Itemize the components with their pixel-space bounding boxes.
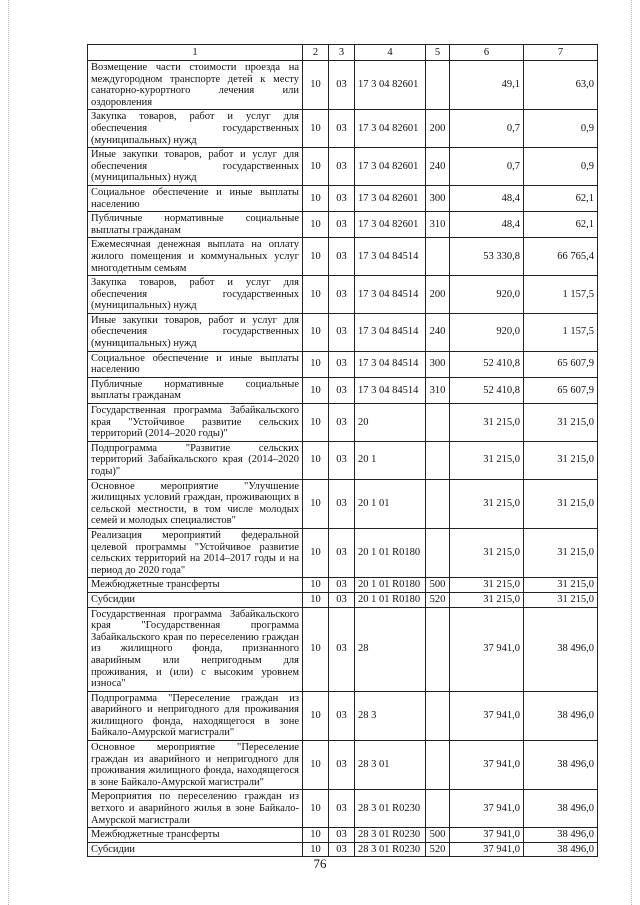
row-name-cell: Ежемесячная денежная выплата на оплату жилого помещения и коммунальных услуг многодетным семьям: [88, 238, 303, 276]
section-code-cell: 10: [303, 691, 329, 740]
subsection-code-cell: 03: [329, 148, 355, 186]
row-name-cell: Публичные нормативные социальные выплаты гражданам: [88, 212, 303, 238]
row-name-cell: Реализация мероприятий федеральной целевой программы "Устойчивое развитие сельских территорий на 2014–2017 годы и на период до 2020 года": [88, 528, 303, 577]
table-row: [88, 377, 598, 403]
subsection-code-cell: 03: [329, 592, 355, 607]
target-article-cell: 20 1 01: [355, 479, 426, 528]
section-code-cell: 10: [303, 790, 329, 828]
row-name-cell: Иные закупки товаров, работ и услуг для обеспечения государственных (муниципальных) нужд: [88, 313, 303, 351]
target-article-cell: 20 1: [355, 441, 426, 479]
amount-year2-cell: 38 496,0: [524, 691, 598, 740]
table-row: [88, 441, 598, 479]
header-cell: 1: [88, 45, 303, 61]
section-code-cell: 10: [303, 276, 329, 314]
expense-type-cell: 500: [426, 578, 450, 593]
amount-year2-cell: 38 496,0: [524, 790, 598, 828]
header-cell: 6: [450, 45, 524, 61]
amount-year2-cell: 1 157,5: [524, 276, 598, 314]
amount-year2-cell: 38 496,0: [524, 741, 598, 790]
row-name-cell: Закупка товаров, работ и услуг для обеспечения государственных (муниципальных) нужд: [88, 276, 303, 314]
subsection-code-cell: 03: [329, 110, 355, 148]
row-name-cell: Социальное обеспечение и иные выплаты населению: [88, 185, 303, 211]
target-article-cell: 20 1 01 R0180: [355, 578, 426, 593]
row-name-cell: Возмещение части стоимости проезда на междугородном транспорте детей к месту санаторно-курортного лечения или оздоровления: [88, 61, 303, 110]
amount-year2-cell: 63,0: [524, 61, 598, 110]
amount-year1-cell: 48,4: [450, 212, 524, 238]
table-row: [88, 592, 598, 607]
amount-year1-cell: 37 941,0: [450, 607, 524, 691]
subsection-code-cell: 03: [329, 790, 355, 828]
amount-year2-cell: 38 496,0: [524, 842, 598, 857]
table-row: [88, 61, 598, 110]
amount-year1-cell: 37 941,0: [450, 842, 524, 857]
amount-year1-cell: 0,7: [450, 110, 524, 148]
expense-type-cell: 240: [426, 148, 450, 186]
amount-year2-cell: 1 157,5: [524, 313, 598, 351]
target-article-cell: 28 3 01: [355, 741, 426, 790]
row-name-cell: Государственная программа Забайкальского края "Устойчивое развитие сельских территорий (2014–2020 годы)": [88, 404, 303, 442]
header-cell: 5: [426, 45, 450, 61]
table-row: [88, 238, 598, 276]
amount-year1-cell: 920,0: [450, 313, 524, 351]
table-row: [88, 212, 598, 238]
section-code-cell: 10: [303, 61, 329, 110]
table-row: [88, 404, 598, 442]
table-row: [88, 790, 598, 828]
amount-year1-cell: 31 215,0: [450, 592, 524, 607]
expense-type-cell: [426, 238, 450, 276]
amount-year1-cell: 37 941,0: [450, 828, 524, 843]
section-code-cell: 10: [303, 528, 329, 577]
amount-year2-cell: 31 215,0: [524, 578, 598, 593]
subsection-code-cell: 03: [329, 404, 355, 442]
row-name-cell: Межбюджетные трансферты: [88, 578, 303, 593]
subsection-code-cell: 03: [329, 238, 355, 276]
row-name-cell: Основное мероприятие "Переселение граждан из аварийного и непригодного для проживания жилищного фонда, находящегося в зоне Байкало-Амурской магистрали": [88, 741, 303, 790]
target-article-cell: 17 3 04 82601: [355, 185, 426, 211]
amount-year1-cell: 31 215,0: [450, 479, 524, 528]
table-row: [88, 313, 598, 351]
amount-year2-cell: 38 496,0: [524, 607, 598, 691]
subsection-code-cell: 03: [329, 276, 355, 314]
section-code-cell: 10: [303, 828, 329, 843]
amount-year2-cell: 62,1: [524, 212, 598, 238]
section-code-cell: 10: [303, 441, 329, 479]
section-code-cell: 10: [303, 110, 329, 148]
expense-type-cell: 300: [426, 351, 450, 377]
amount-year1-cell: 52 410,8: [450, 377, 524, 403]
row-name-cell: Подпрограмма "Развитие сельских территорий Забайкальского края (2014–2020 годы)": [88, 441, 303, 479]
expense-type-cell: [426, 607, 450, 691]
amount-year2-cell: 38 496,0: [524, 828, 598, 843]
section-code-cell: 10: [303, 148, 329, 186]
expense-type-cell: 200: [426, 110, 450, 148]
amount-year2-cell: 0,9: [524, 148, 598, 186]
row-name-cell: Межбюджетные трансферты: [88, 828, 303, 843]
section-code-cell: 10: [303, 351, 329, 377]
target-article-cell: 28: [355, 607, 426, 691]
header-cell: 2: [303, 45, 329, 61]
expense-type-cell: 240: [426, 313, 450, 351]
amount-year2-cell: 65 607,9: [524, 351, 598, 377]
subsection-code-cell: 03: [329, 607, 355, 691]
section-code-cell: 10: [303, 212, 329, 238]
row-name-cell: Мероприятия по переселению граждан из ветхого и аварийного жилья в зоне Байкало-Амурской магистрали: [88, 790, 303, 828]
table-row: [88, 479, 598, 528]
target-article-cell: 28 3 01 R0230: [355, 828, 426, 843]
expense-type-cell: 310: [426, 377, 450, 403]
subsection-code-cell: 03: [329, 313, 355, 351]
expense-type-cell: 520: [426, 592, 450, 607]
target-article-cell: 20 1 01 R0180: [355, 528, 426, 577]
target-article-cell: 17 3 04 84514: [355, 377, 426, 403]
table-row: [88, 148, 598, 186]
table-row: [88, 528, 598, 577]
subsection-code-cell: 03: [329, 479, 355, 528]
amount-year1-cell: 31 215,0: [450, 441, 524, 479]
section-code-cell: 10: [303, 377, 329, 403]
expense-type-cell: 300: [426, 185, 450, 211]
target-article-cell: 17 3 04 84514: [355, 238, 426, 276]
target-article-cell: 17 3 04 82601: [355, 61, 426, 110]
amount-year1-cell: 0,7: [450, 148, 524, 186]
target-article-cell: 28 3: [355, 691, 426, 740]
expense-type-cell: [426, 404, 450, 442]
subsection-code-cell: 03: [329, 691, 355, 740]
amount-year1-cell: 48,4: [450, 185, 524, 211]
page-number: 76: [313, 856, 327, 871]
row-name-cell: Основное мероприятие "Улучшение жилищных условий граждан, проживающих в сельской местности, в том числе молодых семей и молодых специалистов": [88, 479, 303, 528]
row-name-cell: Иные закупки товаров, работ и услуг для обеспечения государственных (муниципальных) нужд: [88, 148, 303, 186]
target-article-cell: 17 3 04 84514: [355, 313, 426, 351]
target-article-cell: 17 3 04 82601: [355, 212, 426, 238]
header-cell: 7: [524, 45, 598, 61]
target-article-cell: 17 3 04 82601: [355, 148, 426, 186]
subsection-code-cell: 03: [329, 828, 355, 843]
table-row: [88, 578, 598, 593]
target-article-cell: 17 3 04 84514: [355, 276, 426, 314]
row-name-cell: Закупка товаров, работ и услуг для обеспечения государственных (муниципальных) нужд: [88, 110, 303, 148]
expense-type-cell: [426, 441, 450, 479]
subsection-code-cell: 03: [329, 61, 355, 110]
amount-year2-cell: 31 215,0: [524, 528, 598, 577]
row-name-cell: Публичные нормативные социальные выплаты гражданам: [88, 377, 303, 403]
amount-year2-cell: 66 765,4: [524, 238, 598, 276]
section-code-cell: 10: [303, 238, 329, 276]
target-article-cell: 20 1 01 R0180: [355, 592, 426, 607]
subsection-code-cell: 03: [329, 351, 355, 377]
table-header-row: [88, 45, 598, 61]
scan-edge-right: [631, 0, 633, 905]
expense-type-cell: 520: [426, 842, 450, 857]
row-name-cell: Подпрограмма "Переселение граждан из аварийного и непригодного для проживания жилищного фонда, находящегося в зоне Байкало-Амурской магистрали": [88, 691, 303, 740]
section-code-cell: 10: [303, 313, 329, 351]
subsection-code-cell: 03: [329, 741, 355, 790]
table-row: [88, 110, 598, 148]
scan-edge-left: [8, 0, 10, 905]
amount-year1-cell: 920,0: [450, 276, 524, 314]
table-row: [88, 185, 598, 211]
header-cell: 4: [355, 45, 426, 61]
subsection-code-cell: 03: [329, 212, 355, 238]
expense-type-cell: 500: [426, 828, 450, 843]
section-code-cell: 10: [303, 578, 329, 593]
expense-type-cell: [426, 61, 450, 110]
table-row: [88, 828, 598, 843]
section-code-cell: 10: [303, 842, 329, 857]
table-row: [88, 276, 598, 314]
subsection-code-cell: 03: [329, 578, 355, 593]
table-row: [88, 691, 598, 740]
subsection-code-cell: 03: [329, 528, 355, 577]
amount-year2-cell: 31 215,0: [524, 404, 598, 442]
section-code-cell: 10: [303, 404, 329, 442]
amount-year1-cell: 37 941,0: [450, 741, 524, 790]
amount-year2-cell: 31 215,0: [524, 592, 598, 607]
amount-year1-cell: 31 215,0: [450, 528, 524, 577]
subsection-code-cell: 03: [329, 185, 355, 211]
amount-year1-cell: 37 941,0: [450, 691, 524, 740]
amount-year1-cell: 31 215,0: [450, 578, 524, 593]
amount-year2-cell: 31 215,0: [524, 479, 598, 528]
section-code-cell: 10: [303, 185, 329, 211]
section-code-cell: 10: [303, 592, 329, 607]
row-name-cell: Субсидии: [88, 592, 303, 607]
amount-year1-cell: 31 215,0: [450, 404, 524, 442]
subsection-code-cell: 03: [329, 842, 355, 857]
expense-type-cell: 310: [426, 212, 450, 238]
expense-type-cell: [426, 528, 450, 577]
target-article-cell: 20: [355, 404, 426, 442]
table-row: [88, 741, 598, 790]
amount-year2-cell: 65 607,9: [524, 377, 598, 403]
amount-year2-cell: 31 215,0: [524, 441, 598, 479]
expense-type-cell: [426, 691, 450, 740]
budget-table: [87, 44, 598, 857]
subsection-code-cell: 03: [329, 377, 355, 403]
row-name-cell: Социальное обеспечение и иные выплаты населению: [88, 351, 303, 377]
row-name-cell: Субсидии: [88, 842, 303, 857]
table-row: [88, 842, 598, 857]
target-article-cell: 17 3 04 82601: [355, 110, 426, 148]
row-name-cell: Государственная программа Забайкальского края "Государственная программа Забайкальского края по переселению граждан из жилищного фонда, признанного аварийным или непригодным для проживания, и (или) с высоким уровнем износа": [88, 607, 303, 691]
subsection-code-cell: 03: [329, 441, 355, 479]
amount-year1-cell: 37 941,0: [450, 790, 524, 828]
target-article-cell: 28 3 01 R0230: [355, 842, 426, 857]
amount-year1-cell: 53 330,8: [450, 238, 524, 276]
expense-type-cell: [426, 790, 450, 828]
amount-year2-cell: 62,1: [524, 185, 598, 211]
section-code-cell: 10: [303, 741, 329, 790]
expense-type-cell: 200: [426, 276, 450, 314]
amount-year1-cell: 52 410,8: [450, 351, 524, 377]
amount-year2-cell: 0,9: [524, 110, 598, 148]
header-cell: 3: [329, 45, 355, 61]
expense-type-cell: [426, 479, 450, 528]
target-article-cell: 28 3 01 R0230: [355, 790, 426, 828]
amount-year1-cell: 49,1: [450, 61, 524, 110]
section-code-cell: 10: [303, 607, 329, 691]
table-body: [88, 61, 598, 857]
section-code-cell: 10: [303, 479, 329, 528]
target-article-cell: 17 3 04 84514: [355, 351, 426, 377]
table-row: [88, 607, 598, 691]
table-row: [88, 351, 598, 377]
expense-type-cell: [426, 741, 450, 790]
